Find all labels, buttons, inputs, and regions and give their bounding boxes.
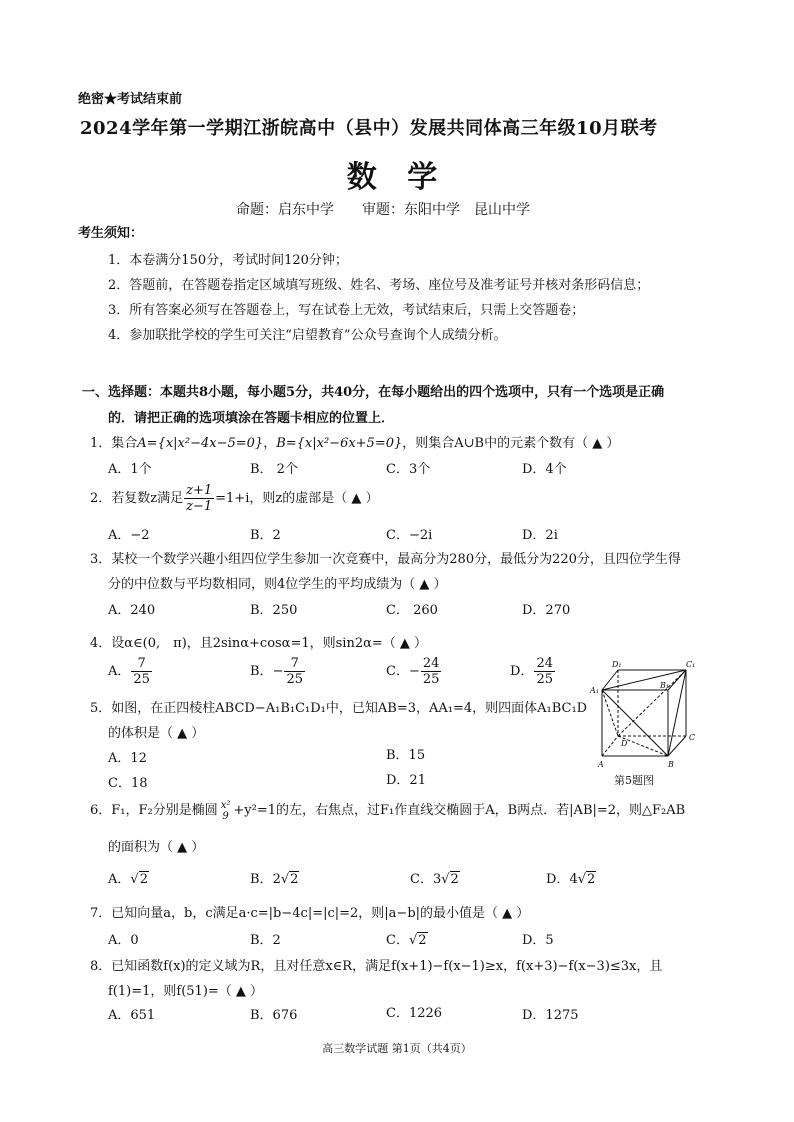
q7-option-c-label: C． (386, 933, 409, 948)
q6-option-a-label: A． (108, 872, 131, 887)
q6-option-b-rad: 2 (290, 872, 299, 887)
q4-option-b-fraction (284, 656, 305, 687)
q6-option-b-label: B． (250, 872, 273, 887)
q1-pre: 1．集合 (90, 436, 138, 451)
q6-option-c-coef: 3 (432, 872, 442, 887)
notice-item: 2．答题前，在答题卷指定区域填写班级、姓名、考场、座位号及准考证号并核对条形码信息； (108, 278, 650, 293)
q5-option-a: A．12 (108, 751, 147, 766)
question-5: 5．如图，在正四棱柱ABCD−A₁B₁C₁D₁中，已知AB=3，AA₁=4，则四面体A₁BC₁D (90, 701, 588, 716)
q1-set-b: B={x|x²−6x+5=0} (276, 436, 403, 451)
q4-option-d-fraction (534, 656, 555, 687)
q7-option-c-sqrt: √2 (408, 933, 427, 948)
q2-post: =1+i，则z的虚部是（ ▲ ） (215, 491, 379, 506)
q6-fraction (219, 800, 233, 822)
q1-post: ，则集合A∪B中的元素个数有（ ▲ ） (402, 436, 620, 451)
q4-option-a-fraction (131, 656, 152, 687)
exam-title: 2024学年第一学期江浙皖高中（县中）发展共同体高三年级10月联考 (80, 118, 658, 139)
q4-option-b-label: B． (250, 664, 273, 679)
q6-option-c-rad: 2 (450, 872, 459, 887)
q4-option-c-sign: − (408, 664, 420, 679)
q6-option-a-rad: 2 (139, 872, 148, 887)
label-c: C (689, 733, 696, 742)
q8-option-b: B．676 (250, 1008, 298, 1023)
q8-option-d: D．1275 (522, 1008, 579, 1023)
question-5-cont: 的体积是（ ▲ ） (108, 726, 205, 741)
q6-option-d (546, 868, 596, 887)
question-1 (90, 432, 619, 451)
q6-fraction-num: x² (220, 799, 231, 811)
section-heading: 一、选择题：本题共8小题，每小题5分，共40分，在每小题给出的四个选项中，只有一个选项是正确 (82, 385, 665, 400)
q7-option-b: B．2 (250, 933, 281, 948)
notice-item: 1．本卷满分150分，考试时间120分钟； (108, 253, 348, 268)
q6-post: +y²=1的左，右焦点，过F₁作直线交椭圆于A，B两点．若|AB|=2，则△F₂AB (233, 803, 686, 818)
label-a1: A₁ (590, 686, 599, 695)
q5-option-b: B．15 (386, 748, 426, 763)
q4-option-b-den: 25 (286, 672, 304, 687)
question-3-cont: 分的中位数与平均数相同，则4位学生的平均成绩为（ ▲ ） (108, 577, 447, 592)
question-6 (90, 796, 685, 826)
q4-option-d-label: D． (510, 664, 534, 679)
q1-sep: ， (263, 436, 277, 451)
q6-option-c-label: C． (410, 872, 433, 887)
question-7: 7．已知向量a，b，c满足a·c=|b−4c|=|c|=2，则|a−b|的最小值是（ ▲ ） (90, 906, 530, 921)
q2-fraction-num: z+1 (186, 483, 213, 498)
q2-fraction (184, 483, 214, 514)
q7-option-c-rad: 2 (418, 933, 427, 948)
q7-option-d: D．5 (522, 933, 554, 948)
figure-caption: 第5题图 (614, 774, 654, 787)
page-footer: 高三数学试题 第1页（共4页） (322, 1042, 472, 1055)
q6-option-d-coef: 4 (569, 872, 578, 887)
q6-option-b-sqrt: √2 (280, 872, 299, 887)
section-heading-cont: 的．请把正确的选项填涂在答题卡相应的位置上． (108, 411, 395, 426)
q1-option-b: B． 2个 (250, 462, 298, 477)
notice-item: 4．参加联批学校的学生可关注“启望教育”公众号查询个人成绩分析。 (108, 328, 507, 343)
q2-option-c: C．−2i (386, 528, 433, 543)
q6-option-c-sqrt: √2 (441, 872, 459, 887)
q4-option-a-num: 7 (131, 656, 152, 672)
q6-pre: 6．F₁，F₂分别是椭圆 (90, 803, 218, 818)
secret-label: 绝密★考试结束前 (78, 92, 183, 107)
notice-title: 考生须知： (78, 226, 144, 241)
question-4: 4．设α∈(0, π)，且2sinα+cosα=1，则sin2α=（ ▲ ） (90, 636, 428, 651)
q6-option-b (250, 868, 299, 887)
q2-option-b: B．2 (250, 528, 281, 543)
question-8: 8．已知函数f(x)的定义域为R，且对任意x∈R，满足f(x+1)−f(x−1)≥x，f(x+3)−f(x−3)≤3x，且 (90, 959, 663, 974)
q3-option-a: A．240 (108, 603, 156, 618)
q4-option-c-label: C． (386, 664, 409, 679)
q1-option-c: C．3个 (386, 462, 431, 477)
q4-option-b-num: 7 (284, 656, 305, 672)
q6-option-d-label: D． (546, 872, 570, 887)
q8-option-a: A．651 (108, 1008, 156, 1023)
q6-option-b-coef: 2 (272, 872, 281, 887)
q4-option-d-den: 25 (536, 672, 553, 687)
label-b: B (668, 760, 674, 769)
label-b1: B₁ (660, 681, 670, 690)
q7-option-a: A．0 (108, 933, 139, 948)
q3-option-d: D．270 (522, 603, 571, 618)
q1-set-a: A={x|x²−4x−5=0} (137, 436, 264, 451)
q4-option-c-fraction (421, 656, 442, 687)
q1-option-d: D．4个 (522, 462, 567, 477)
label-c1: C₁ (686, 660, 696, 669)
q4-option-b-sign: − (272, 664, 284, 679)
q1-option-a: A．1个 (108, 462, 152, 477)
question-2 (90, 482, 378, 516)
question-6-cont: 的面积为（ ▲ ） (108, 840, 205, 855)
q2-option-a: A．−2 (108, 528, 150, 543)
q2-option-d: D．2i (522, 528, 558, 543)
q5-option-c: C．18 (108, 776, 148, 791)
q2-fraction-den: z−1 (186, 499, 213, 514)
q6-option-c (410, 868, 460, 887)
label-a: A (598, 760, 604, 769)
q4-option-c-den: 25 (422, 672, 440, 687)
q4-option-a (108, 656, 153, 687)
q4-option-a-label: A． (108, 664, 131, 679)
q4-option-b (250, 656, 306, 687)
question-3: 3．某校一个数学兴趣小组四位学生参加一次竞赛中，最高分为280分，最低分为220分，且四位学生得 (90, 552, 681, 567)
label-d1: D₁ (612, 660, 622, 669)
q4-option-c-num: 24 (422, 656, 440, 671)
label-d: D (621, 739, 628, 748)
q5-option-d: D．21 (386, 773, 426, 788)
q4-option-d-num: 24 (536, 656, 553, 671)
q3-option-b: B．250 (250, 603, 298, 618)
q6-option-d-sqrt: √2 (577, 872, 596, 887)
prism-figure (588, 660, 698, 770)
notice-item: 3．所有答案必须写在答题卷上，写在试卷上无效，考试结束后，只需上交答题卷； (108, 303, 585, 318)
q4-option-c (386, 656, 442, 687)
q6-option-d-rad: 2 (587, 872, 596, 887)
q6-option-a (108, 868, 149, 887)
q2-pre: 2．若复数z满足 (90, 491, 184, 506)
authors-line: 命题：启东中学 审题：东阳中学 昆山中学 (236, 202, 530, 218)
q6-option-a-sqrt: √2 (130, 872, 148, 887)
question-8-cont: f(1)=1，则f(51)=（ ▲ ） (108, 984, 264, 999)
q7-option-c (386, 929, 428, 948)
q8-option-c: C．1226 (386, 1006, 443, 1021)
q6-fraction-den: 9 (222, 810, 229, 822)
q4-option-a-den: 25 (133, 672, 150, 687)
subject-title: 数 学 (346, 160, 448, 195)
q3-option-c: C． 260 (386, 603, 438, 618)
q4-option-d (510, 656, 556, 687)
